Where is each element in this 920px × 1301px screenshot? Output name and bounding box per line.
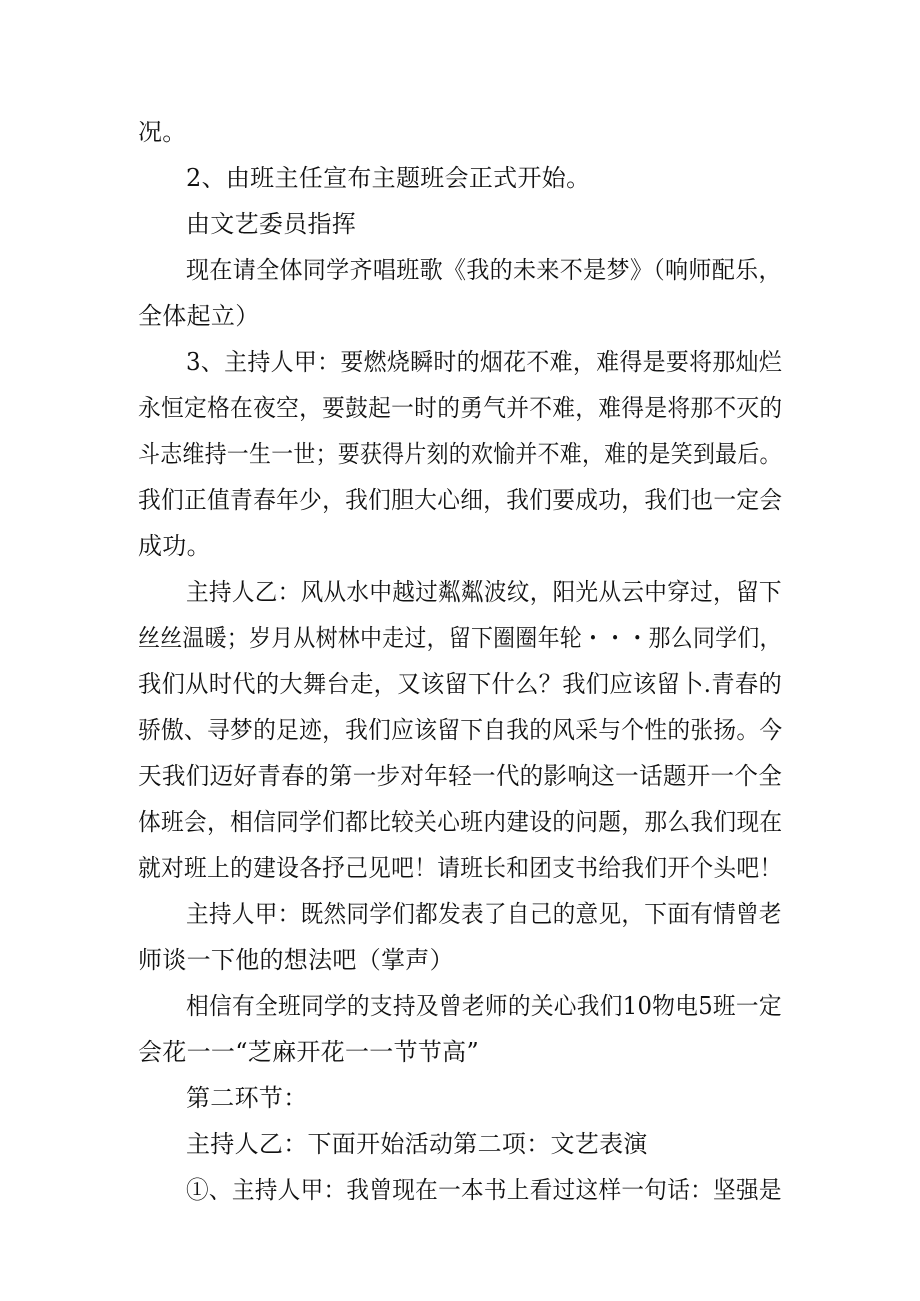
text-line: 由文艺委员指挥 (186, 210, 357, 238)
text-line: 体班会，相信同学们都比较关心班内建设的问题，那么我们现在 (138, 808, 783, 836)
text-line: 就对班上的建设各抒己见吧！请班长和团支书给我们开个头吧！ (138, 854, 783, 882)
text-line: 第二环节： (186, 1084, 308, 1112)
text-line: 主持人乙：下面开始活动第二项：文艺表演 (186, 1130, 648, 1158)
text-line: 天我们迈好青春的第一步对年轻一代的影响这一话题开一个全 (138, 762, 783, 790)
text-line: 斗志维持一生一世；要获得片刻的欢愉并不难，难的是笑到最后。 (138, 440, 782, 468)
text-line: 我们从时代的大舞台走，又该留下什么？我们应该留卜.青春的 (138, 670, 783, 698)
text-line: 骄傲、寻梦的足迹，我们应该留下自我的风采与个性的张扬。今 (138, 716, 783, 744)
text-line: 会花一一“芝麻开花一一节节高” (138, 1038, 480, 1066)
text-line: 丝丝温暖；岁月从树林中走过，留下圈圈年轮・・・那么同学们， (138, 624, 782, 652)
text-line: 况。 (138, 118, 187, 146)
text-line: 3、主持人甲：要燃烧瞬时的烟花不难，难得是要将那灿烂 (186, 348, 783, 376)
text-line: 我们正值青春年少，我们胆大心细，我们要成功，我们也一定会 (138, 486, 783, 514)
text-line: 现在请全体同学齐唱班歌《我的未来不是梦》（响师配乐， (186, 256, 782, 284)
text-line: 相信有全班同学的支持及曾老师的关心我们10物电5班一定 (186, 992, 782, 1020)
text-line: 永恒定格在夜空，要鼓起一时的勇气并不难，难得是将那不灭的 (138, 394, 783, 422)
text-line: ①、主持人甲：我曾现在一本书上看过这样一句话：坚强是 (186, 1176, 782, 1204)
text-line: 主持人甲：既然同学们都发表了自己的意见，下面有情曾老 (186, 900, 782, 928)
text-line: 师谈一下他的想法吧（掌声） (138, 946, 454, 974)
text-line: 主持人乙：风从水中越过粼粼波纹，阳光从云中穿过，留下 (186, 578, 782, 606)
text-line: 全体起立） (138, 302, 260, 330)
text-line: 2、由班主任宣布主题班会正式开始。 (186, 164, 591, 192)
text-line: 成功。 (138, 532, 211, 560)
